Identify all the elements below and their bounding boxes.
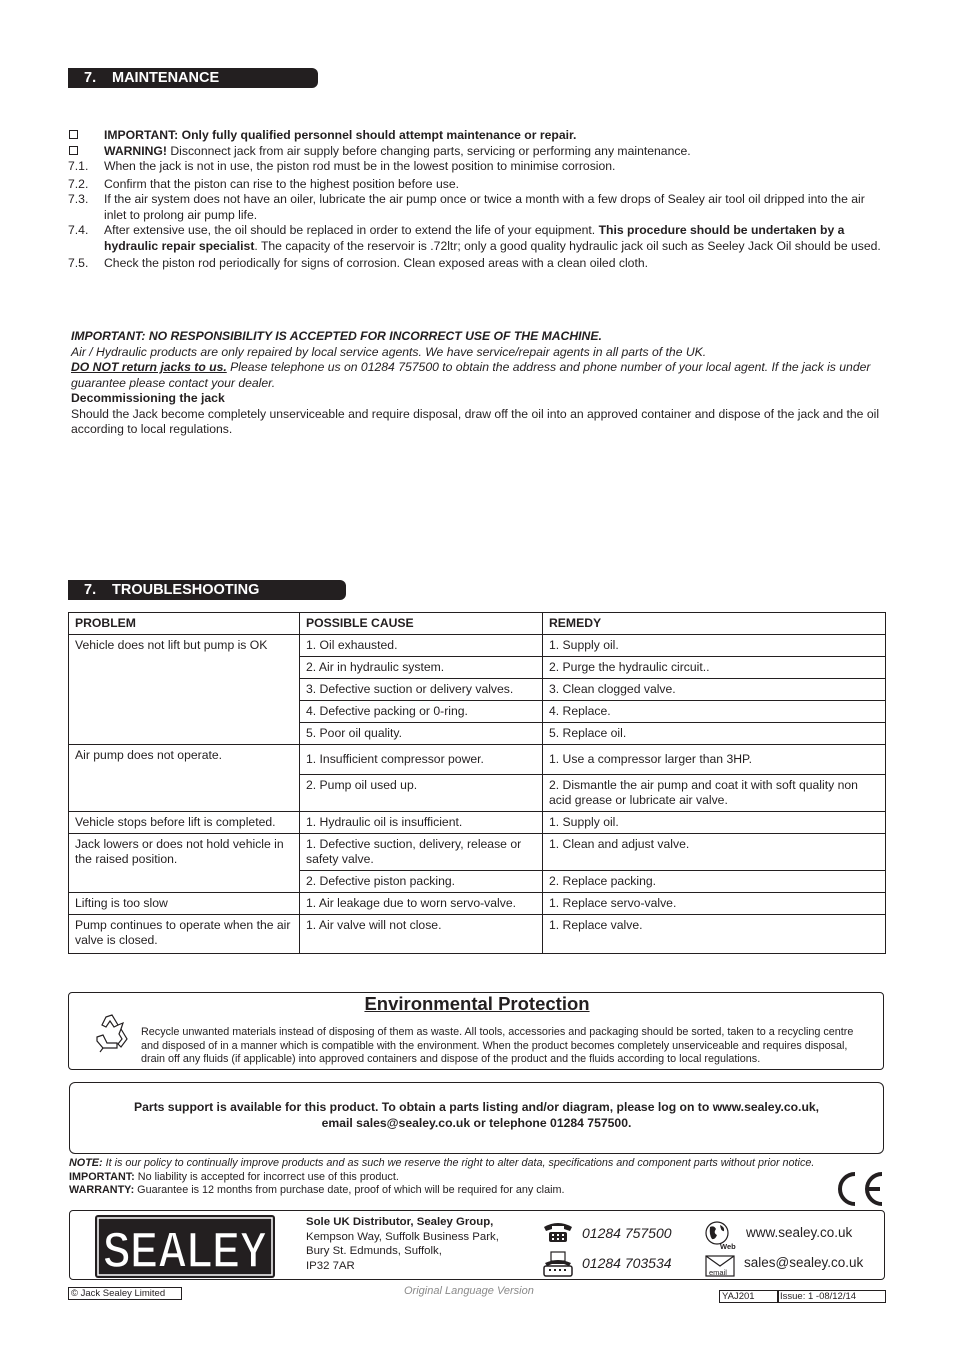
ce-mark-icon: [832, 1170, 886, 1208]
language-version: Original Language Version: [404, 1285, 534, 1297]
header-remedy: REMEDY: [543, 613, 886, 635]
item-text: When the jack is not in use, the piston rod must be in the lowest position to minimise corrosion.: [104, 159, 616, 173]
maintenance-item: [68, 144, 888, 160]
table-row: [69, 915, 886, 954]
item-bold-text: This procedure should be undertaken by a hydraulic repair specialist: [104, 223, 845, 253]
important-text: No liability is accepted for incorrect use of this product.: [134, 1170, 399, 1183]
problem-cell: Pump continues to operate when the air valve is closed.: [69, 915, 300, 954]
item-bold-text: IMPORTANT: Only fully qualified personnel should attempt maintenance or repair.: [104, 128, 577, 142]
cause-cell: 1. Insufficient compressor power.: [300, 745, 543, 775]
phone-number: 01284 757500: [582, 1225, 672, 1241]
checkbox-square-icon: [69, 146, 78, 155]
warranty-label: WARRANTY:: [69, 1184, 135, 1197]
remedy-cell: 1. Supply oil.: [543, 812, 886, 834]
remedy-cell: 5. Replace oil.: [543, 723, 886, 745]
footer-box: [69, 1210, 885, 1280]
maintenance-item: [68, 192, 888, 223]
troubleshooting-heading: [68, 580, 346, 600]
cause-cell: 1. Air leakage due to worn servo-valve.: [300, 893, 543, 915]
problem-cell: Air pump does not operate.: [69, 745, 300, 812]
address-line-3: IP32 7AR: [306, 1259, 355, 1272]
distributor-title: Sole UK Distributor, Sealey Group,: [306, 1216, 494, 1228]
item-bold-text: WARNING!: [104, 143, 167, 158]
warranty-text: Guarantee is 12 months from purchase date, proof of which will be required for any claim.: [134, 1184, 565, 1197]
problem-cell: Lifting is too slow: [69, 893, 300, 915]
item-number: 7.2.: [68, 176, 89, 191]
cause-cell: 1. Defective suction, delivery, release or safety valve.: [300, 834, 543, 871]
cause-cell: 3. Defective suction or delivery valves.: [300, 679, 543, 701]
environmental-protection-box: [68, 992, 884, 1070]
cause-cell: 4. Defective packing or 0-ring.: [300, 701, 543, 723]
checkbox-square-icon: [69, 130, 78, 139]
table-row: [69, 893, 886, 915]
header-problem: PROBLEM: [69, 613, 300, 635]
maintenance-item: [68, 159, 888, 175]
maintenance-item: [68, 223, 888, 254]
fax-number: 01284 703534: [582, 1255, 672, 1271]
maintenance-number: 7.: [84, 70, 97, 86]
table-row: [69, 812, 886, 834]
web-icon-label: Web: [720, 1242, 736, 1251]
environment-title: Environmental Protection: [364, 993, 590, 1014]
item-number: 7.1.: [68, 159, 89, 173]
maintenance-heading: [68, 68, 318, 88]
item-text: Check the piston rod periodically for signs of corrosion. Clean exposed areas with a clean oiled cloth.: [104, 256, 648, 270]
website: www.sealey.co.uk: [746, 1225, 853, 1240]
item-text: If the air system does not have an oiler, lubricate the air pump once or twice a month with a few drops of Sealey air tool oil dripped into the air inlet to prolong air pump life.: [104, 192, 865, 222]
cause-cell: 5. Poor oil quality.: [300, 723, 543, 745]
item-text: After extensive use, the oil should be replaced in order to extend the life of your equipment.: [104, 223, 599, 237]
responsibility-notice: [71, 329, 886, 438]
distributor-address: [306, 1215, 499, 1273]
address-line-2: Bury St. Edmunds, Suffolk,: [306, 1245, 442, 1258]
troubleshooting-number: 7.: [84, 582, 97, 598]
model-number: YAJ201: [719, 1290, 779, 1303]
table-row: [69, 635, 886, 657]
notice-line-3: Please telephone us on 01284 757500 to obtain the address and phone number of your local agent. If the jack is under guarantee please contact your dealer.: [71, 360, 871, 390]
maintenance-title: MAINTENANCE: [112, 70, 220, 86]
parts-line-1: Parts support is available for this product. To obtain a parts listing and/or diagram, please log on to www.sealey.co.uk,: [133, 1100, 820, 1114]
note-text: It is our policy to continually improve products and as such we reserve the right to alter data, specifications and component parts without prior notice.: [102, 1157, 815, 1169]
envelope-icon: [705, 1255, 735, 1277]
table-header-row: [69, 613, 886, 635]
table-row: [69, 745, 886, 775]
item-number: 7.5.: [68, 256, 89, 270]
remedy-cell: 1. Clean and adjust valve.: [543, 834, 886, 871]
email-icon-label: email: [709, 1268, 727, 1277]
header-cause: POSSIBLE CAUSE: [300, 613, 543, 635]
environment-text: Recycle unwanted materials instead of disposing of them as waste. All tools, accessories and packaging should be sorted, taken to a recycling centre and disposed of in a manner which is compatible with the environment. When the product becomes completely unserviceable and requires disposal, drain off any fluids (if applicable) into approved containers and dispose of the product and the fluids according to local regulations.: [141, 1026, 854, 1066]
problem-cell: Vehicle does not lift but pump is OK: [69, 635, 300, 745]
remedy-cell: 4. Replace.: [543, 701, 886, 723]
notice-line-2: Air / Hydraulic products are only repaired by local service agents. We have service/repair agents in all parts of the UK.: [71, 344, 707, 359]
remedy-cell: 2. Purge the hydraulic circuit..: [543, 657, 886, 679]
telephone-icon: [542, 1221, 574, 1243]
item-number: 7.4.: [68, 223, 89, 237]
copyright-label: © Jack Sealey Limited: [68, 1287, 182, 1300]
remedy-cell: 1. Supply oil.: [543, 635, 886, 657]
cause-cell: 2. Pump oil used up.: [300, 775, 543, 812]
issue-date: Issue: 1 -08/12/14: [777, 1290, 886, 1303]
item-number: 7.3.: [68, 192, 89, 206]
notes-block: [69, 1157, 889, 1198]
problem-cell: Jack lowers or does not hold vehicle in the raised position.: [69, 834, 300, 893]
maintenance-item: [68, 256, 888, 272]
remedy-cell: 3. Clean clogged valve.: [543, 679, 886, 701]
remedy-cell: 1. Replace valve.: [543, 915, 886, 954]
decommissioning-title: Decommissioning the jack: [71, 391, 225, 405]
cause-cell: 1. Air valve will not close.: [300, 915, 543, 954]
note-label: NOTE:: [69, 1157, 103, 1169]
troubleshooting-title: TROUBLESHOOTING: [112, 582, 260, 598]
parts-support-box: [69, 1082, 884, 1154]
globe-icon: [704, 1221, 738, 1251]
notice-line-1: IMPORTANT: NO RESPONSIBILITY IS ACCEPTED FOR INCORRECT USE OF THE MACHINE.: [71, 329, 602, 343]
item-text: . The capacity of the reservoir is .72ltr; only a good quality hydraulic jack oil such as Seeley Jack Oil should be used.: [254, 238, 881, 253]
logo-text: SEALEY: [103, 1222, 267, 1278]
remedy-cell: 2. Dismantle the air pump and coat it with soft quality non acid grease or lubricate air valve.: [543, 775, 886, 812]
maintenance-list: [68, 128, 888, 272]
item-text: Disconnect jack from air supply before changing parts, servicing or performing any maintenance.: [166, 143, 691, 158]
remedy-cell: 1. Replace servo-valve.: [543, 893, 886, 915]
recycle-icon: [91, 1013, 133, 1055]
remedy-cell: 1. Use a compressor larger than 3HP.: [543, 745, 886, 775]
item-text: Confirm that the piston can rise to the highest position before use.: [104, 176, 459, 191]
decommissioning-text: Should the Jack become completely unserviceable and require disposal, draw off the oil into an approved container and dispose of the jack and the oil according to local regulations.: [71, 406, 880, 436]
notice-return-warning: DO NOT return jacks to us.: [71, 360, 227, 374]
cause-cell: 2. Defective piston packing.: [300, 871, 543, 893]
maintenance-item: [68, 128, 888, 144]
remedy-cell: 2. Replace packing.: [543, 871, 886, 893]
parts-line-2: email sales@sealey.co.uk or telephone 01284 757500.: [321, 1115, 632, 1130]
address-line-1: Kempson Way, Suffolk Business Park,: [306, 1230, 499, 1243]
maintenance-item: [68, 177, 888, 193]
cause-cell: 1. Oil exhausted.: [300, 635, 543, 657]
troubleshooting-table: [68, 612, 886, 954]
important-label: IMPORTANT:: [69, 1170, 135, 1183]
sealey-logo: [95, 1215, 275, 1278]
table-row: [69, 834, 886, 871]
cause-cell: 1. Hydraulic oil is insufficient.: [300, 812, 543, 834]
email-address: sales@sealey.co.uk: [744, 1255, 864, 1270]
cause-cell: 2. Air in hydraulic system.: [300, 657, 543, 679]
fax-icon: [542, 1251, 574, 1277]
problem-cell: Vehicle stops before lift is completed.: [69, 812, 300, 834]
